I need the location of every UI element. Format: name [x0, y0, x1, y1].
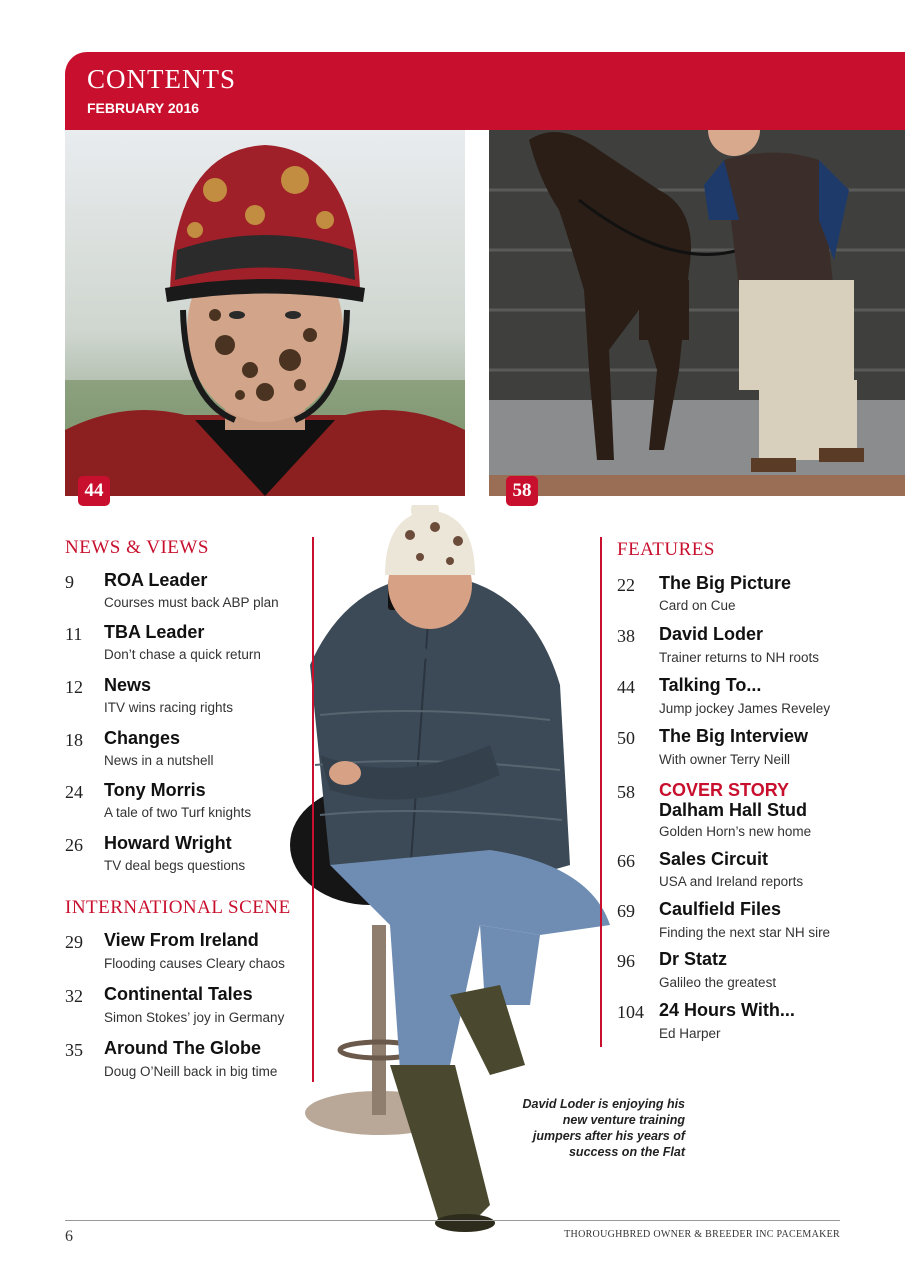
toc-subtitle: Don’t chase a quick return	[104, 647, 261, 662]
toc-page-number: 44	[617, 677, 635, 697]
toc-title: ROA Leader	[104, 570, 208, 590]
toc-page-number: 26	[65, 835, 83, 855]
horse-photo	[489, 130, 905, 496]
toc-page-number: 96	[617, 951, 635, 971]
contents-header	[65, 52, 905, 130]
toc-page-number: 35	[65, 1040, 83, 1060]
toc-subtitle: Jump jockey James Reveley	[659, 701, 831, 716]
footer-divider	[65, 1220, 840, 1221]
toc-title: Tony Morris	[104, 780, 206, 800]
section-heading-news-views: NEWS & VIEWS	[65, 537, 209, 558]
page-title: CONTENTS	[87, 64, 236, 94]
toc-subtitle: Golden Horn’s new home	[659, 824, 812, 839]
toc-title: 24 Hours With...	[659, 1000, 795, 1020]
toc-page-number: 38	[617, 626, 635, 646]
toc-subtitle: TV deal begs questions	[104, 858, 246, 873]
photo-caption: David Loder is enjoying his new venture training jumpers after his years of success on the Flat	[522, 1097, 685, 1159]
toc-title: David Loder	[659, 624, 764, 644]
toc-page-number: 104	[617, 1002, 644, 1022]
toc-title: Around The Globe	[104, 1038, 261, 1058]
toc-title: The Big Picture	[659, 573, 792, 593]
toc-page-number: 11	[65, 624, 83, 644]
toc-subtitle: Simon Stokes’ joy in Germany	[104, 1010, 285, 1025]
toc-subtitle: With owner Terry Neill	[659, 752, 791, 767]
toc-page-number: 24	[65, 782, 83, 802]
toc-subtitle: Doug O’Neill back in big time	[104, 1064, 278, 1079]
section-heading-features: FEATURES	[617, 539, 715, 560]
toc-title: News	[104, 675, 152, 695]
toc-title: Continental Tales	[104, 984, 253, 1004]
right-column-rule	[600, 537, 602, 1047]
issue-date: FEBRUARY 2016	[87, 100, 200, 116]
toc-title: Dalham Hall Stud	[659, 800, 808, 820]
toc-title: Sales Circuit	[659, 849, 769, 869]
toc-title: Changes	[104, 728, 181, 748]
page-badge-44[interactable]: 44	[78, 476, 110, 506]
toc-title: View From Ireland	[104, 930, 259, 950]
jockey-photo	[65, 130, 465, 496]
toc-title: Talking To...	[659, 675, 762, 695]
toc-title: Dr Statz	[659, 949, 728, 969]
toc-subtitle: News in a nutshell	[104, 753, 214, 768]
page-number: 6	[65, 1228, 73, 1245]
toc-subtitle: Finding the next star NH sire	[659, 925, 831, 940]
left-column-rule	[312, 537, 314, 1082]
toc-subtitle: A tale of two Turf knights	[104, 805, 252, 820]
toc-page-number: 32	[65, 986, 83, 1006]
toc-subtitle: USA and Ireland reports	[659, 874, 804, 889]
toc-page-number: 12	[65, 677, 83, 697]
publication-name: THOROUGHBRED OWNER & BREEDER INC PACEMAKER	[564, 1229, 840, 1240]
toc-title: TBA Leader	[104, 622, 205, 642]
cover-story-label: COVER STORY	[659, 780, 790, 800]
toc-page-number: 22	[617, 575, 635, 595]
page-badge-58[interactable]: 58	[506, 476, 538, 506]
toc-subtitle: Courses must back ABP plan	[104, 595, 279, 610]
toc-subtitle: Card on Cue	[659, 598, 736, 613]
toc-page-number: 9	[65, 572, 74, 592]
toc-page-number: 18	[65, 730, 83, 750]
toc-subtitle: ITV wins racing rights	[104, 700, 234, 715]
toc-page-number: 66	[617, 851, 635, 871]
toc-title: The Big Interview	[659, 726, 809, 746]
toc-title: Caulfield Files	[659, 899, 782, 919]
toc-page-number: 69	[617, 901, 635, 921]
toc-page-number: 29	[65, 932, 83, 952]
toc-subtitle: Flooding causes Cleary chaos	[104, 956, 285, 971]
toc-subtitle: Ed Harper	[659, 1026, 721, 1041]
toc-subtitle: Galileo the greatest	[659, 975, 777, 990]
toc-page-number: 58	[617, 782, 635, 802]
toc-title: Howard Wright	[104, 833, 232, 853]
toc-page-number: 50	[617, 728, 635, 748]
section-heading-international: INTERNATIONAL SCENE	[65, 897, 291, 918]
toc-subtitle: Trainer returns to NH roots	[659, 650, 820, 665]
